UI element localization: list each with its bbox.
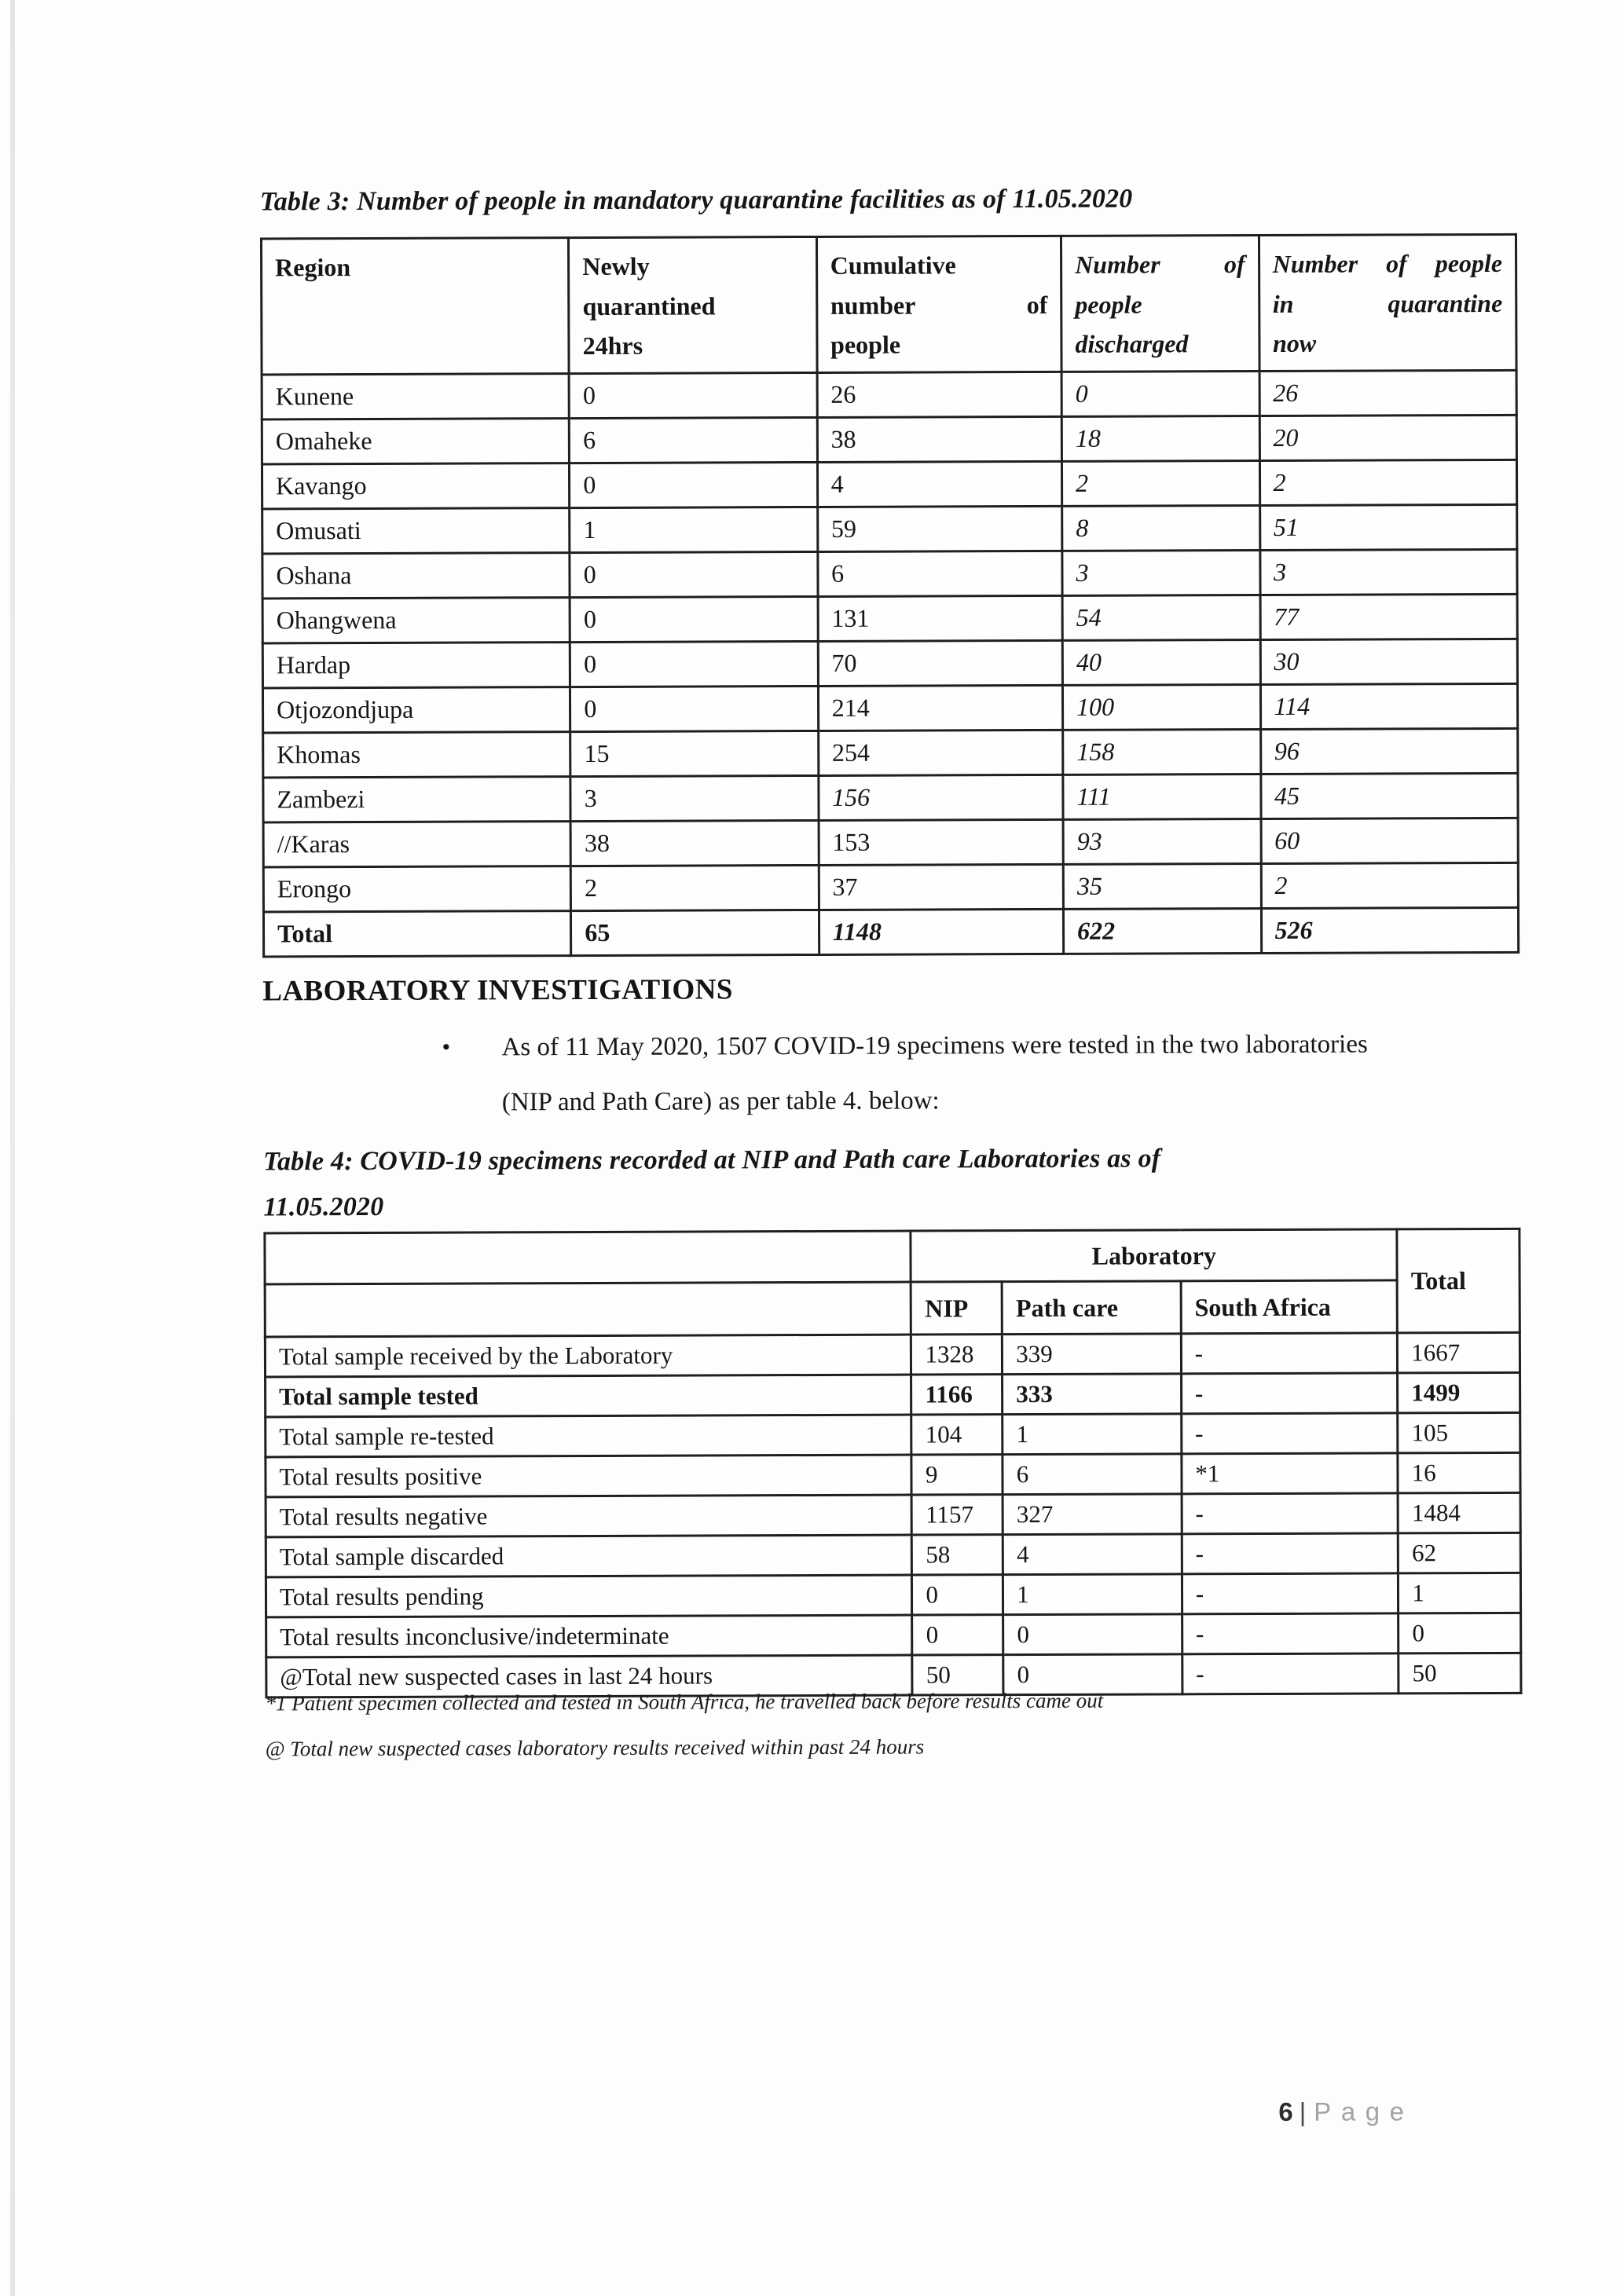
table-row	[266, 1613, 1521, 1657]
quarantine-table-cell: 131	[818, 595, 1063, 641]
table-row	[262, 415, 1516, 464]
table-row	[263, 862, 1518, 912]
header-line: quarantined	[582, 291, 716, 320]
quarantine-table-cell: 0	[569, 372, 817, 418]
quarantine-table-cell: Erongo	[263, 866, 570, 911]
quarantine-table-cell: 54	[1062, 595, 1260, 640]
quarantine-table-cell: 4	[817, 461, 1062, 507]
lab-table-cell: 50	[1399, 1653, 1521, 1694]
lab-table-cell: 1	[1399, 1573, 1521, 1613]
lab-table-cell: 105	[1398, 1412, 1520, 1453]
quarantine-table-cell: 3	[1062, 550, 1260, 595]
page-footer	[1278, 2096, 1413, 2127]
quarantine-table-cell: 114	[1260, 683, 1518, 729]
quarantine-table-cell: 6	[818, 551, 1063, 596]
lab-table-cell: 1166	[911, 1375, 1003, 1415]
quarantine-table-cell: 26	[817, 372, 1062, 417]
table3-column-header	[1259, 234, 1516, 371]
lab-table-cell: 0	[1003, 1654, 1182, 1695]
quarantine-table-cell: 100	[1063, 684, 1261, 730]
quarantine-table-cell: 35	[1063, 863, 1261, 909]
quarantine-table-cell: Omaheke	[262, 418, 569, 463]
bullet-item	[262, 1027, 1520, 1066]
lab-table-cell: -	[1182, 1493, 1399, 1534]
quarantine-table-cell: 93	[1063, 818, 1261, 864]
quarantine-table-cell: 6	[570, 417, 818, 463]
lab-table-cell: -	[1181, 1333, 1398, 1374]
header-line: Region	[275, 253, 351, 282]
lab-table-cell: 58	[912, 1535, 1003, 1575]
table-row	[263, 907, 1518, 957]
quarantine-table-cell: 65	[571, 910, 819, 955]
quarantine-table-cell: 18	[1061, 416, 1259, 461]
quarantine-table-cell: 0	[1061, 371, 1259, 416]
quarantine-table-cell: 0	[570, 641, 819, 687]
footer-page-label: Page	[1314, 2096, 1414, 2126]
quarantine-table-cell: 2	[1062, 460, 1260, 506]
table4-sub-header-row	[265, 1280, 1520, 1337]
quarantine-table-cell: Ohangwena	[262, 597, 570, 643]
lab-table-cell: -	[1182, 1533, 1399, 1574]
lab-table-cell: 0	[912, 1615, 1003, 1655]
header-line: in quarantine	[1272, 288, 1503, 318]
lab-table-cell: 1667	[1398, 1332, 1520, 1373]
quarantine-table-cell: 214	[818, 685, 1063, 731]
table3-title: Table 3: Number of people in mandatory quarantine facilities as of 11.05.2020	[259, 184, 1133, 217]
header-line: Number of people	[1272, 248, 1503, 278]
quarantine-table-cell: 254	[818, 730, 1063, 775]
lab-table-cell: Total sample tested	[266, 1375, 912, 1417]
quarantine-table-cell: 38	[817, 416, 1062, 462]
header-line: now	[1272, 328, 1317, 358]
quarantine-table	[260, 233, 1520, 958]
table-row	[262, 594, 1517, 643]
quarantine-table-cell: 2	[1261, 862, 1519, 908]
lab-specimens-table	[263, 1228, 1522, 1699]
lab-table-cell: -	[1182, 1413, 1399, 1454]
column-header-nip: NIP	[911, 1282, 1003, 1335]
quarantine-table-cell: 1148	[819, 909, 1064, 954]
lab-table-cell: 50	[912, 1655, 1003, 1695]
table-row	[266, 1412, 1520, 1457]
lab-table-cell: *1	[1182, 1453, 1399, 1494]
quarantine-table-cell: 153	[819, 819, 1064, 865]
bullet-text-line1: As of 11 May 2020, 1507 COVID-19 specimens were tested in the two laboratories	[501, 1030, 1368, 1062]
lab-table-cell: 4	[1003, 1534, 1182, 1575]
lab-table-cell: Total results positive	[266, 1455, 912, 1497]
lab-table-cell: -	[1182, 1613, 1399, 1654]
quarantine-table-cell: 2	[1259, 460, 1517, 505]
quarantine-table-cell: 3	[570, 775, 819, 821]
lab-table-cell: 16	[1398, 1452, 1520, 1493]
blank-header-cell	[265, 1282, 911, 1337]
lab-table-cell: 333	[1003, 1374, 1182, 1415]
header-line: people	[830, 330, 901, 360]
header-line: Newly	[582, 251, 650, 281]
column-header-southafrica: South Africa	[1181, 1280, 1398, 1334]
quarantine-table-cell: 30	[1260, 639, 1518, 684]
quarantine-table-cell: 3	[1259, 549, 1517, 595]
quarantine-table-cell: 0	[570, 596, 818, 642]
table-row	[262, 683, 1517, 733]
lab-table-cell: 1	[1003, 1574, 1182, 1615]
header-line: discharged	[1075, 329, 1189, 358]
quarantine-table-cell: 0	[570, 551, 818, 597]
total-column-header: Total	[1397, 1229, 1520, 1333]
table-row	[262, 460, 1516, 509]
quarantine-table-cell: 96	[1260, 728, 1518, 774]
lab-table-cell: 6	[1003, 1454, 1182, 1495]
bullet-text-line2: (NIP and Path Care) as per table 4. below:	[501, 1086, 940, 1117]
lab-table-cell: -	[1182, 1653, 1399, 1694]
quarantine-table-cell: Hardap	[262, 642, 570, 687]
table-row	[263, 773, 1518, 822]
lab-table-cell: 62	[1399, 1532, 1521, 1573]
quarantine-table-cell: 111	[1063, 774, 1261, 819]
lab-table-cell: 1328	[911, 1335, 1003, 1375]
lab-table-cell: 327	[1003, 1494, 1182, 1535]
lab-table-cell: @Total new suspected cases in last 24 hours	[266, 1655, 913, 1697]
quarantine-table-cell: Kavango	[262, 463, 569, 508]
lab-table-cell: 9	[911, 1455, 1003, 1495]
header-line: Number of	[1075, 250, 1245, 279]
header-line: Cumulative	[830, 251, 956, 280]
table4-body	[265, 1332, 1521, 1697]
quarantine-table-cell: Oshana	[262, 552, 570, 598]
lab-table-cell: 0	[1003, 1614, 1182, 1655]
quarantine-table-cell: 45	[1260, 773, 1518, 818]
quarantine-table-cell: 38	[570, 820, 819, 866]
quarantine-table-cell: 158	[1063, 729, 1261, 774]
table-row	[262, 639, 1517, 688]
table3-body	[262, 370, 1519, 957]
footnote-at: @ Total new suspected cases laboratory results received within past 24 hours	[265, 1734, 925, 1761]
quarantine-table-cell: 59	[817, 506, 1062, 551]
lab-table-cell: Total results negative	[266, 1495, 912, 1537]
table-row	[266, 1372, 1520, 1417]
quarantine-table-cell: Omusati	[262, 507, 570, 553]
quarantine-table-cell: 2	[571, 865, 819, 910]
quarantine-table-cell: 51	[1259, 504, 1517, 550]
quarantine-table-cell: 526	[1261, 907, 1519, 953]
header-line: number of	[830, 290, 1048, 320]
quarantine-table-cell: 0	[570, 462, 818, 507]
quarantine-table-cell: Otjozondjupa	[262, 687, 570, 732]
quarantine-table-cell: 26	[1259, 370, 1517, 416]
lab-table-cell: -	[1182, 1573, 1399, 1614]
table-row	[266, 1532, 1520, 1577]
lab-table-cell: 104	[911, 1415, 1003, 1455]
lab-table-cell: Total results inconclusive/indeterminate	[266, 1615, 913, 1657]
quarantine-table-cell: 37	[819, 864, 1064, 910]
lab-table-cell: -	[1181, 1373, 1398, 1414]
table4-group-header-row	[265, 1229, 1520, 1284]
table-row	[266, 1573, 1520, 1617]
lab-table-cell: 1157	[912, 1495, 1003, 1535]
quarantine-table-cell: 0	[570, 686, 819, 731]
bullet-list	[262, 1027, 1520, 1121]
blank-header-cell	[265, 1231, 911, 1284]
lab-table-cell: Total sample received by the Laboratory	[265, 1335, 911, 1377]
lab-table-cell: 1499	[1398, 1372, 1520, 1413]
header-line: people	[1075, 290, 1142, 319]
quarantine-table-cell: 15	[570, 731, 819, 776]
table-row	[266, 1492, 1520, 1537]
footnotes	[265, 1685, 1522, 1763]
quarantine-table-cell: 156	[819, 774, 1064, 820]
quarantine-table-cell: 8	[1062, 505, 1260, 551]
table3-header-row	[261, 234, 1516, 374]
table-row	[262, 504, 1517, 554]
table4-title-line1: Table 4: COVID-19 specimens recorded at NIP and Path care Laboratories as of	[263, 1144, 1161, 1177]
lab-table-cell: 0	[1399, 1613, 1521, 1653]
table-row	[266, 1452, 1520, 1497]
quarantine-table-cell: Total	[263, 910, 570, 956]
footnote-asterisk: *1 Patient specimen collected and tested in South Africa, he travelled back before results came out	[265, 1688, 1104, 1716]
quarantine-table-cell: Kunene	[262, 373, 569, 419]
laboratory-group-header: Laboratory	[911, 1229, 1397, 1282]
bullet-icon	[442, 1030, 501, 1064]
table3-column-header	[1061, 236, 1259, 372]
quarantine-table-cell: 77	[1260, 594, 1518, 639]
quarantine-table-cell: 1	[570, 507, 818, 552]
table4-title-line2: 11.05.2020	[263, 1192, 384, 1222]
lab-table-cell: 339	[1003, 1334, 1182, 1375]
footer-separator: |	[1299, 2096, 1307, 2126]
lab-table-cell: Total sample re-tested	[266, 1415, 912, 1457]
quarantine-table-cell: 622	[1064, 908, 1262, 954]
quarantine-table-cell: 60	[1261, 818, 1519, 863]
table-row	[262, 549, 1517, 599]
quarantine-table-cell: 70	[818, 640, 1063, 686]
quarantine-table-cell: 20	[1259, 415, 1517, 460]
header-line: 24hrs	[582, 331, 643, 361]
column-header-pathcare: Path care	[1002, 1281, 1181, 1335]
table4-title	[263, 1135, 1520, 1230]
quarantine-table-cell: Khomas	[263, 731, 570, 777]
table-row	[263, 818, 1518, 867]
table-row	[263, 728, 1518, 778]
lab-table-cell: 1	[1003, 1414, 1182, 1455]
section-heading: LABORATORY INVESTIGATIONS	[262, 973, 733, 1008]
page-number: 6	[1278, 2096, 1293, 2126]
lab-table-cell: Total results pending	[266, 1575, 912, 1617]
quarantine-table-cell: //Karas	[263, 821, 570, 866]
table-row	[265, 1332, 1520, 1377]
quarantine-table-cell: Zambezi	[263, 776, 570, 822]
table3-column-header	[569, 236, 817, 373]
lab-table-cell: Total sample discarded	[266, 1535, 912, 1577]
lab-table-cell: 1484	[1398, 1492, 1520, 1533]
lab-table-cell: 0	[912, 1575, 1003, 1615]
quarantine-table-cell: 40	[1062, 639, 1260, 685]
table3-column-header	[261, 238, 569, 375]
table3-column-header	[816, 236, 1061, 372]
table-row	[262, 370, 1516, 419]
